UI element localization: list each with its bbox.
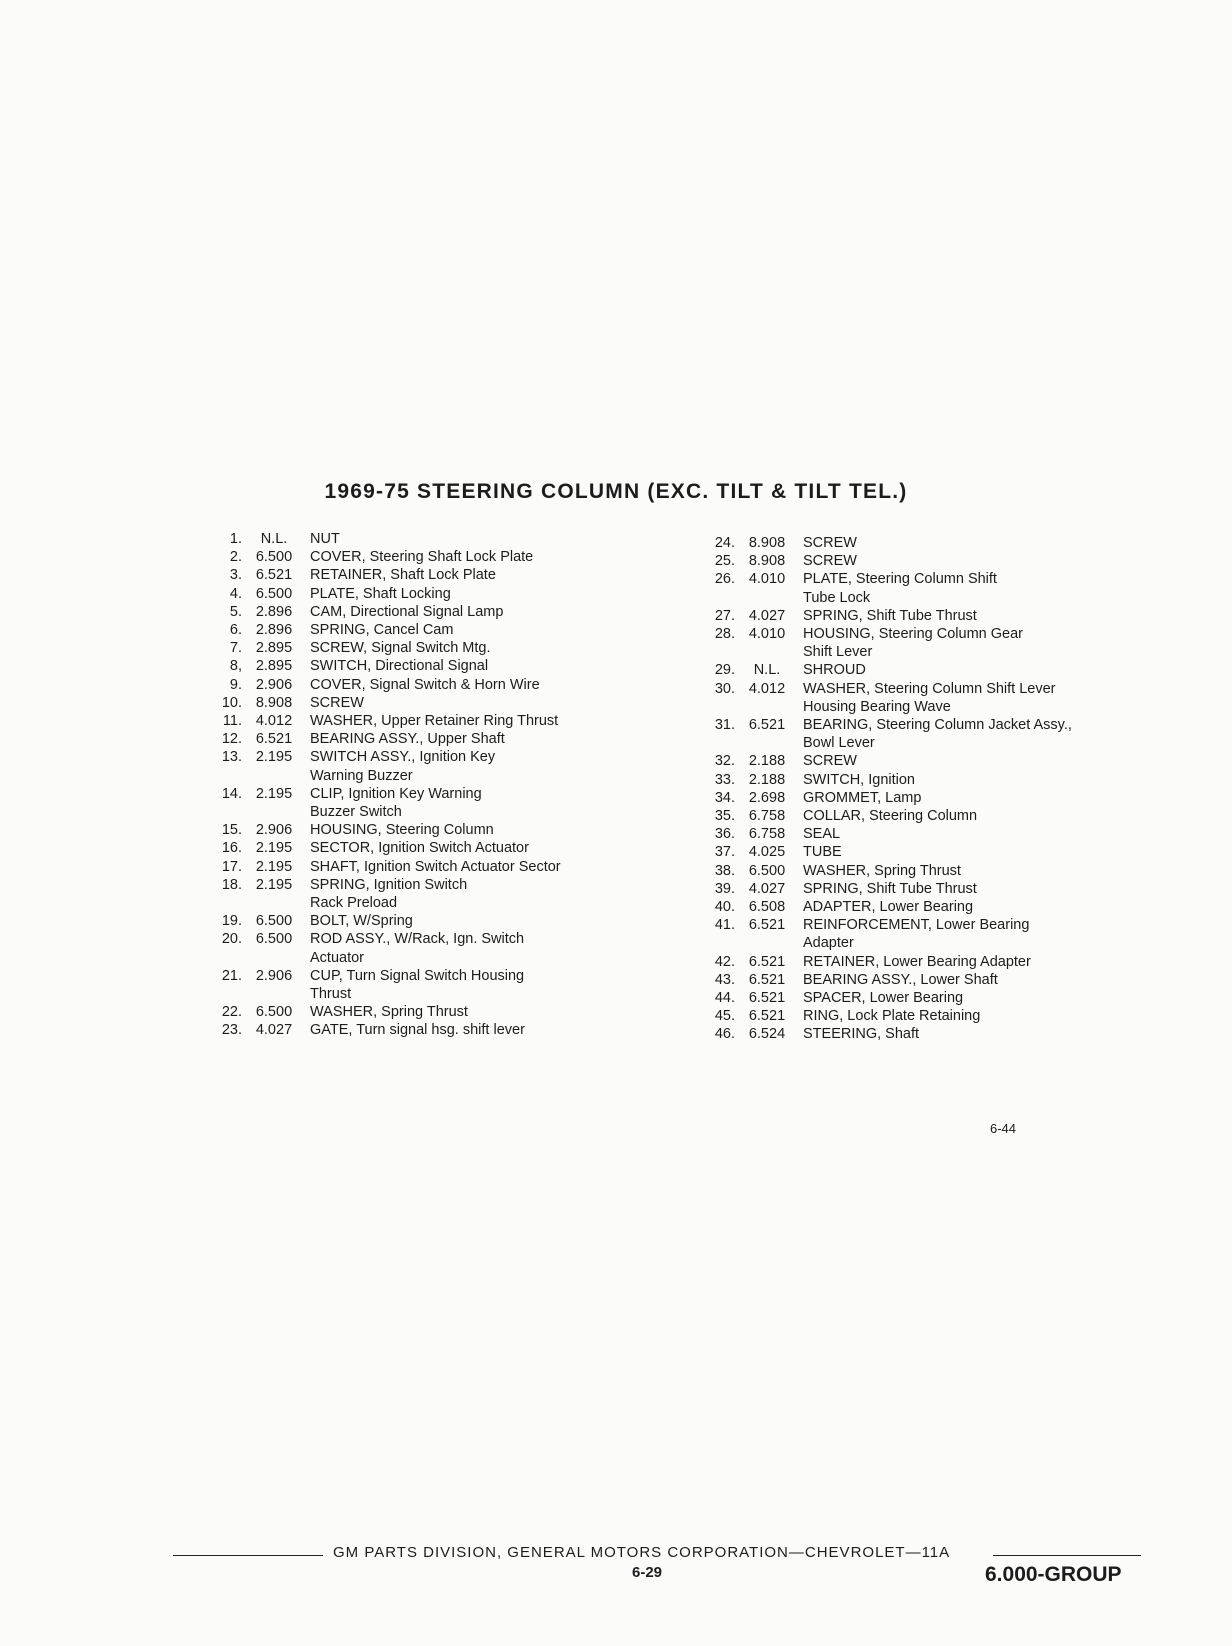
item-description-line: SCREW, Signal Switch Mtg.	[310, 640, 491, 657]
item-description	[803, 625, 1143, 661]
item-group-number: 2.896	[255, 622, 293, 639]
item-group-number: 2.906	[255, 676, 293, 693]
item-description	[310, 748, 650, 784]
item-group-number: 6.500	[255, 913, 293, 930]
item-description-line: Bowl Lever	[803, 735, 875, 752]
item-description-line: SPRING, Ignition Switch	[310, 876, 468, 893]
item-description	[803, 752, 1143, 770]
item-group-number: 2.195	[255, 840, 293, 857]
item-number: 29.	[714, 662, 735, 679]
item-description	[310, 621, 650, 639]
parts-list-item	[703, 680, 1143, 716]
parts-list-item	[210, 530, 650, 548]
item-number: 44.	[714, 990, 735, 1007]
item-group-number: 6.521	[748, 1008, 786, 1025]
item-description	[803, 1007, 1143, 1025]
item-description-line: SHAFT, Ignition Switch Actuator Sector	[310, 858, 561, 875]
item-group-number: 2.188	[748, 753, 786, 770]
item-number: 35.	[714, 808, 735, 825]
item-description-line: WASHER, Steering Column Shift Lever	[803, 680, 1056, 697]
footer-rule-right	[993, 1555, 1141, 1556]
item-description	[803, 971, 1143, 989]
parts-list-item	[703, 971, 1143, 989]
item-group-number: 4.010	[748, 571, 786, 588]
item-number: 15.	[221, 822, 242, 839]
item-group-number: 6.521	[748, 990, 786, 1007]
parts-list-item	[703, 953, 1143, 971]
item-number: 12.	[221, 731, 242, 748]
item-number: 42.	[714, 953, 735, 970]
parts-list-item	[703, 534, 1143, 552]
parts-list-item	[210, 876, 650, 912]
item-number: 46.	[714, 1026, 735, 1043]
parts-list-item	[210, 603, 650, 621]
parts-list-item	[703, 570, 1143, 606]
item-description	[803, 862, 1143, 880]
item-description	[803, 807, 1143, 825]
item-description-line: RETAINER, Lower Bearing Adapter	[803, 953, 1031, 970]
item-description-line: Actuator	[310, 949, 364, 966]
item-description	[803, 825, 1143, 843]
parts-list-left	[210, 530, 650, 1040]
parts-list-item	[703, 716, 1143, 752]
item-description	[803, 534, 1143, 552]
item-number: 23.	[221, 1022, 242, 1039]
item-group-number: 4.012	[748, 680, 786, 697]
parts-list-item	[703, 771, 1143, 789]
item-group-number: 6.500	[255, 549, 293, 566]
page-title: 1969-75 STEERING COLUMN (EXC. TILT & TILT TEL.)	[324, 480, 908, 503]
item-description-line: Tube Lock	[803, 589, 871, 606]
parts-list-item	[210, 839, 650, 857]
item-description-line: RETAINER, Shaft Lock Plate	[310, 567, 496, 584]
item-number: 1.	[229, 531, 242, 547]
parts-list-item	[703, 916, 1143, 952]
item-group-number: 6.521	[255, 731, 293, 748]
parts-list-item	[703, 825, 1143, 843]
item-number: 41.	[714, 917, 735, 934]
item-number: 19.	[221, 913, 242, 930]
parts-list-item	[210, 566, 650, 584]
item-number: 24.	[714, 535, 735, 551]
parts-list-item	[210, 694, 650, 712]
parts-list-item	[210, 676, 650, 694]
item-description	[310, 694, 650, 712]
item-group-number: 4.027	[255, 1022, 293, 1039]
parts-list-item	[210, 858, 650, 876]
item-number: 36.	[714, 826, 735, 843]
parts-list-item	[703, 789, 1143, 807]
item-number: 7.	[229, 640, 242, 657]
item-number: 43.	[714, 971, 735, 988]
item-description-line: WASHER, Upper Retainer Ring Thrust	[310, 713, 559, 730]
item-description	[310, 639, 650, 657]
parts-list-item	[210, 1021, 650, 1039]
item-number: 5.	[229, 603, 242, 620]
parts-list-item	[703, 607, 1143, 625]
item-number: 33.	[714, 771, 735, 788]
item-description-line: RING, Lock Plate Retaining	[803, 1008, 981, 1025]
item-description	[310, 1003, 650, 1021]
item-description	[310, 1021, 650, 1039]
item-description-line: SECTOR, Ignition Switch Actuator	[310, 840, 529, 857]
item-description-line: SPRING, Cancel Cam	[310, 622, 454, 639]
item-group-number: 2.195	[255, 749, 293, 766]
item-description	[310, 967, 650, 1003]
item-description-line: COVER, Steering Shaft Lock Plate	[310, 549, 534, 566]
item-description-line: WASHER, Spring Thrust	[803, 862, 961, 879]
item-description-line: HOUSING, Steering Column Gear	[803, 626, 1023, 643]
parts-list-item	[210, 548, 650, 566]
item-number: 32.	[714, 753, 735, 770]
parts-list-item	[703, 552, 1143, 570]
item-description	[803, 552, 1143, 570]
item-description-line: SPACER, Lower Bearing	[803, 990, 964, 1007]
item-number: 20.	[221, 931, 242, 948]
item-group-number: 8.908	[748, 535, 786, 551]
item-description	[803, 607, 1143, 625]
parts-list-item	[703, 625, 1143, 661]
parts-list-item	[210, 748, 650, 784]
item-number: 31.	[714, 717, 735, 734]
item-description-line: Housing Bearing Wave	[803, 698, 951, 715]
item-number: 21.	[221, 967, 242, 984]
item-description	[803, 953, 1143, 971]
item-group-number: 6.521	[748, 717, 786, 734]
item-description-line: SPRING, Shift Tube Thrust	[803, 880, 977, 897]
item-description	[310, 676, 650, 694]
parts-list-item	[210, 712, 650, 730]
item-number: 40.	[714, 899, 735, 916]
item-description	[803, 789, 1143, 807]
item-description	[803, 880, 1143, 898]
item-description-line: ROD ASSY., W/Rack, Ign. Switch	[310, 931, 525, 948]
item-number: 9.	[229, 676, 242, 693]
item-description-line: SCREW	[310, 694, 364, 711]
item-number: 16.	[221, 840, 242, 857]
item-group-number: 2.896	[255, 603, 293, 620]
item-number: 14.	[221, 785, 242, 802]
item-description-line: ADAPTER, Lower Bearing	[803, 899, 974, 916]
item-group-number: 6.500	[255, 1004, 293, 1021]
parts-list-item	[210, 1003, 650, 1021]
item-description-line: Adapter	[803, 935, 854, 952]
item-description	[310, 930, 650, 966]
parts-list-item	[210, 930, 650, 966]
item-group-number: 8.908	[748, 553, 786, 570]
item-group-number: 4.027	[748, 880, 786, 897]
item-description-line: SCREW	[803, 553, 857, 570]
item-group-number: 2.895	[255, 640, 293, 657]
item-description-line: BOLT, W/Spring	[310, 913, 413, 930]
item-number: 10.	[221, 694, 242, 711]
item-group-number: 6.758	[748, 808, 786, 825]
item-description-line: HOUSING, Steering Column	[310, 822, 494, 839]
item-description-line: SWITCH ASSY., Ignition Key	[310, 749, 496, 766]
item-description	[310, 785, 650, 821]
item-number: 8,	[229, 658, 242, 675]
item-number: 45.	[714, 1008, 735, 1025]
item-group-number: 6.524	[748, 1026, 786, 1043]
item-number: 18.	[221, 876, 242, 893]
item-description	[310, 530, 650, 548]
parts-list-item	[210, 821, 650, 839]
footer-text: GM PARTS DIVISION, GENERAL MOTORS CORPORATION—CHEVROLET—11A	[333, 1544, 951, 1561]
item-description	[310, 839, 650, 857]
item-description-line: BEARING ASSY., Upper Shaft	[310, 731, 505, 748]
item-group-number: 2.195	[255, 858, 293, 875]
footer-page-number: 6-29	[632, 1564, 663, 1581]
item-group-number: 6.758	[748, 826, 786, 843]
parts-list-item	[703, 880, 1143, 898]
item-description-line: COVER, Signal Switch & Horn Wire	[310, 676, 540, 693]
item-group-number: 6.500	[255, 931, 293, 948]
item-group-number: 6.521	[255, 567, 293, 584]
item-description-line: WASHER, Spring Thrust	[310, 1004, 468, 1021]
item-number: 6.	[229, 622, 242, 639]
item-number: 39.	[714, 880, 735, 897]
item-description	[803, 843, 1143, 861]
item-description-line: REINFORCEMENT, Lower Bearing	[803, 917, 1030, 934]
item-group-number: 6.521	[748, 953, 786, 970]
parts-list-item	[210, 657, 650, 675]
item-description	[310, 585, 650, 603]
item-group-number: N.L.	[753, 662, 781, 679]
item-description	[310, 821, 650, 839]
item-description	[310, 657, 650, 675]
item-description-line: GROMMET, Lamp	[803, 789, 922, 806]
item-description-line: SPRING, Shift Tube Thrust	[803, 607, 977, 624]
item-number: 3.	[229, 567, 242, 584]
parts-list-item	[210, 639, 650, 657]
item-description	[803, 680, 1143, 716]
item-description	[803, 716, 1143, 752]
item-description-line: SEAL	[803, 826, 841, 843]
item-group-number: 4.027	[748, 607, 786, 624]
item-group-number: 6.500	[255, 585, 293, 602]
item-group-number: 2.188	[748, 771, 786, 788]
item-description-line: Thrust	[310, 986, 352, 1003]
item-description	[803, 771, 1143, 789]
item-description-line: BEARING, Steering Column Jacket Assy.,	[803, 717, 1072, 734]
parts-list-item	[703, 862, 1143, 880]
parts-list-item	[703, 661, 1143, 679]
item-number: 17.	[221, 858, 242, 875]
item-description-line: Shift Lever	[803, 644, 873, 661]
item-description-line: Warning Buzzer	[310, 767, 413, 784]
item-description-line: Rack Preload	[310, 895, 398, 912]
item-number: 37.	[714, 844, 735, 861]
item-description-line: CLIP, Ignition Key Warning	[310, 785, 482, 802]
item-group-number: 2.906	[255, 822, 293, 839]
item-description	[310, 566, 650, 584]
item-group-number: 6.521	[748, 917, 786, 934]
footer-group-label: 6.000-GROUP	[985, 1563, 1122, 1586]
parts-list-item	[703, 898, 1143, 916]
item-description	[803, 661, 1143, 679]
footer-rule-left	[173, 1555, 323, 1556]
parts-list-item	[703, 807, 1143, 825]
item-description	[310, 912, 650, 930]
item-description-line: SHROUD	[803, 662, 866, 679]
item-number: 4.	[229, 585, 242, 602]
item-group-number: 4.025	[748, 844, 786, 861]
item-description-line: PLATE, Shaft Locking	[310, 585, 451, 602]
item-description-line: SCREW	[803, 753, 857, 770]
item-description	[803, 570, 1143, 606]
item-description-line: COLLAR, Steering Column	[803, 808, 978, 825]
item-group-number: 6.500	[748, 862, 786, 879]
item-group-number: 6.508	[748, 899, 786, 916]
item-group-number: 6.521	[748, 971, 786, 988]
item-number: 11.	[222, 713, 242, 730]
item-description-line: CUP, Turn Signal Switch Housing	[310, 967, 525, 984]
item-group-number: 2.698	[748, 789, 786, 806]
item-description-line: STEERING, Shaft	[803, 1026, 920, 1043]
item-number: 2.	[229, 549, 242, 566]
item-description	[803, 989, 1143, 1007]
item-description	[310, 603, 650, 621]
item-number: 30.	[714, 680, 735, 697]
parts-list-item	[703, 843, 1143, 861]
item-description	[803, 916, 1143, 952]
item-description-line: SWITCH, Ignition	[803, 771, 915, 788]
item-number: 13.	[221, 749, 242, 766]
page-code: 6-44	[990, 1121, 1017, 1136]
item-description-line: NUT	[310, 531, 340, 547]
parts-list-item	[210, 730, 650, 748]
parts-list-item	[703, 752, 1143, 770]
item-description	[310, 858, 650, 876]
parts-list-item	[210, 585, 650, 603]
item-group-number: 4.010	[748, 626, 786, 643]
item-group-number: 2.906	[255, 967, 293, 984]
parts-list-right	[703, 534, 1143, 1044]
item-description-line: GATE, Turn signal hsg. shift lever	[310, 1022, 525, 1039]
item-description	[803, 1025, 1143, 1043]
item-description	[803, 898, 1143, 916]
item-group-number: 2.195	[255, 785, 293, 802]
item-number: 28.	[714, 626, 735, 643]
item-description	[310, 712, 650, 730]
item-description	[310, 730, 650, 748]
item-description-line: PLATE, Steering Column Shift	[803, 571, 997, 588]
parts-list-item	[210, 621, 650, 639]
item-group-number: N.L.	[260, 531, 288, 547]
item-number: 38.	[714, 862, 735, 879]
item-description	[310, 876, 650, 912]
parts-list-item	[210, 967, 650, 1003]
item-number: 26.	[714, 571, 735, 588]
item-description-line: Buzzer Switch	[310, 804, 402, 821]
item-description-line: BEARING ASSY., Lower Shaft	[803, 971, 998, 988]
item-group-number: 2.195	[255, 876, 293, 893]
parts-list-item	[210, 912, 650, 930]
item-number: 27.	[714, 607, 735, 624]
item-number: 22.	[221, 1004, 242, 1021]
parts-list-item	[703, 1025, 1143, 1043]
item-description-line: SCREW	[803, 535, 857, 551]
parts-list-item	[703, 989, 1143, 1007]
item-description-line: TUBE	[803, 844, 842, 861]
parts-list-item	[703, 1007, 1143, 1025]
item-description-line: SWITCH, Directional Signal	[310, 658, 489, 675]
item-number: 25.	[714, 553, 735, 570]
item-group-number: 2.895	[255, 658, 293, 675]
item-group-number: 8.908	[255, 694, 293, 711]
item-description-line: CAM, Directional Signal Lamp	[310, 603, 504, 620]
item-number: 34.	[714, 789, 735, 806]
parts-list-item	[210, 785, 650, 821]
item-description	[310, 548, 650, 566]
item-group-number: 4.012	[255, 713, 293, 730]
